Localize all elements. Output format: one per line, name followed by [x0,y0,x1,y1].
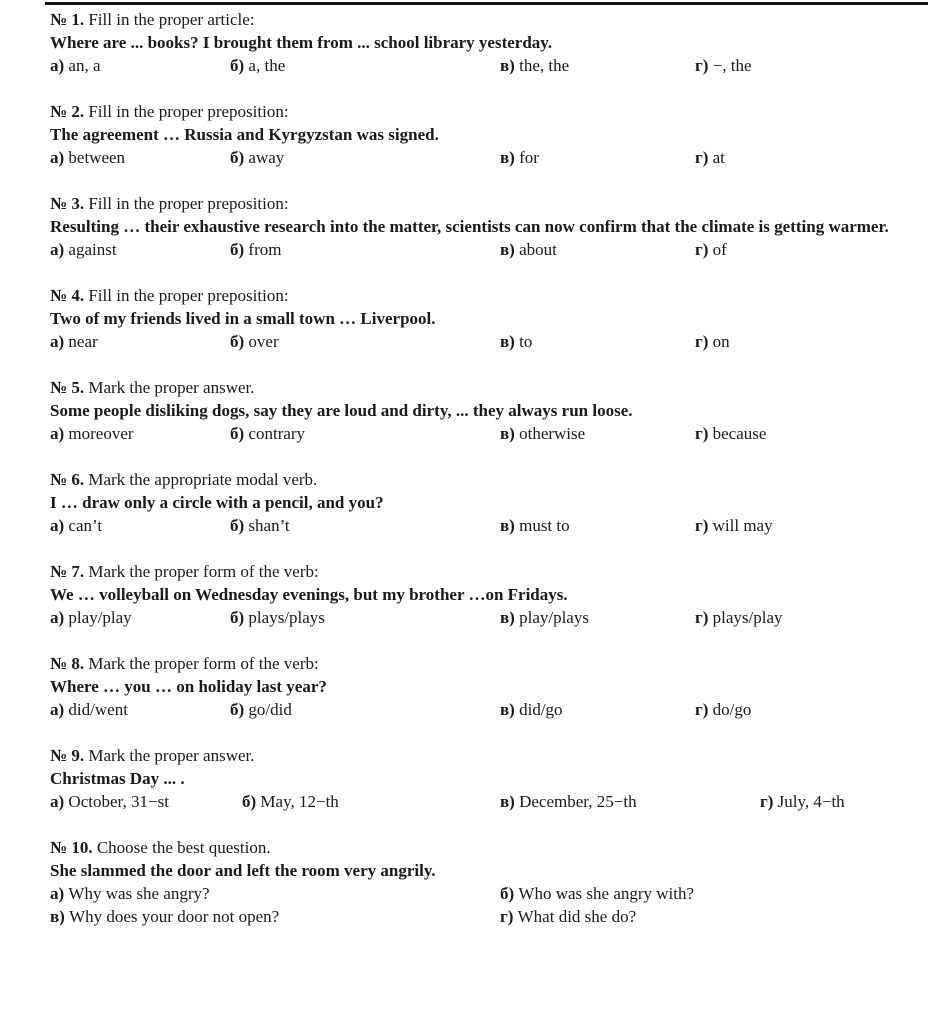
option-text: did/go [519,700,563,719]
option-letter: а) [50,56,65,75]
question-text: She slammed the door and left the room very angrily. [50,861,436,880]
option-b[interactable] [230,514,290,537]
option-text: on [712,332,730,351]
question-header [50,744,920,767]
option-d[interactable] [695,330,730,353]
option-letter: а) [50,424,65,443]
option-letter: г) [695,332,709,351]
question-text: Two of my friends lived in a small town … Liverpool. [50,309,436,328]
question-6 [50,468,920,537]
option-letter: г) [500,907,514,926]
question-instruction: Choose the best question. [96,838,271,857]
answer-options [50,54,920,77]
question-text: We … volleyball on Wednesday evenings, but my brother …on Fridays. [50,585,568,604]
question-number: № 5. [50,378,85,397]
question-text: Some people disliking dogs, say they are loud and dirty, ... they always run loose. [50,401,633,420]
option-c[interactable] [500,790,637,813]
option-c[interactable] [500,606,589,629]
question-instruction: Mark the proper form of the verb: [88,654,319,673]
option-text: to [519,332,533,351]
option-letter: в) [500,332,515,351]
option-b[interactable] [242,790,339,813]
question-header [50,192,920,215]
question-1 [50,8,920,77]
option-letter: а) [50,332,65,351]
question-header [50,376,920,399]
question-text: I … draw only a circle with a pencil, and you? [50,493,384,512]
option-text: of [712,240,727,259]
question-instruction: Mark the appropriate modal verb. [88,470,318,489]
question-instruction: Fill in the proper article: [88,10,255,29]
answer-options [50,146,920,169]
question-7 [50,560,920,629]
option-b[interactable] [230,238,281,261]
option-text: about [519,240,557,259]
option-text: for [519,148,539,167]
option-text: will may [712,516,773,535]
question-3 [50,192,920,261]
option-letter: г) [695,516,709,535]
option-letter: б) [230,240,245,259]
option-a[interactable] [50,790,169,813]
option-text: shan’t [248,516,290,535]
option-b[interactable] [230,54,285,77]
option-c[interactable] [500,54,569,77]
option-a[interactable] [50,330,98,353]
option-text: play/plays [519,608,589,627]
option-b[interactable] [230,698,292,721]
question-10 [50,836,920,928]
option-c[interactable] [500,146,539,169]
option-b[interactable] [230,422,305,445]
option-d[interactable] [695,54,752,77]
option-d[interactable] [695,698,751,721]
option-letter: б) [230,516,245,535]
option-letter: б) [230,608,245,627]
option-letter: в) [500,240,515,259]
option-text: the, the [519,56,570,75]
question-4 [50,284,920,353]
option-text: can’t [68,516,103,535]
option-text: from [248,240,282,259]
option-text: do/go [712,700,752,719]
option-text: near [68,332,98,351]
answer-options [50,790,920,813]
option-a[interactable] [50,514,102,537]
option-letter: а) [50,700,65,719]
question-number: № 1. [50,10,85,29]
question-instruction: Mark the proper answer. [88,378,255,397]
option-c[interactable] [500,422,585,445]
option-text: October, 31−st [68,792,169,811]
option-b[interactable] [230,146,284,169]
option-d[interactable] [695,606,783,629]
answer-options [50,514,920,537]
option-letter: в) [500,516,515,535]
option-text: moreover [68,424,134,443]
option-letter: б) [230,424,245,443]
option-text: play/play [68,608,132,627]
option-letter: б) [242,792,257,811]
option-letter: а) [50,884,65,903]
option-letter: б) [230,56,245,75]
question-number: № 3. [50,194,85,213]
option-letter: б) [500,884,515,903]
question-header [50,468,920,491]
option-a[interactable] [50,698,128,721]
question-number: № 6. [50,470,85,489]
option-a[interactable] [50,882,210,905]
option-c[interactable] [500,238,557,261]
question-header [50,284,920,307]
option-text: against [68,240,117,259]
option-text: did/went [68,700,128,719]
question-number: № 9. [50,746,85,765]
question-5 [50,376,920,445]
answer-options [50,330,920,353]
option-text: What did she do? [517,907,637,926]
question-header [50,8,920,31]
option-letter: в) [50,907,65,926]
option-text: May, 12−th [260,792,339,811]
option-text: July, 4−th [777,792,845,811]
question-number: № 7. [50,562,85,581]
question-9 [50,744,920,813]
question-number: № 8. [50,654,85,673]
option-text: plays/play [712,608,783,627]
answer-options [50,606,920,629]
option-a[interactable] [50,606,132,629]
option-b[interactable] [500,882,694,905]
option-b[interactable] [230,330,279,353]
option-letter: а) [50,608,65,627]
option-c[interactable] [500,330,532,353]
option-text: a, the [248,56,286,75]
question-header [50,100,920,123]
question-header [50,560,920,583]
question-header [50,652,920,675]
question-header [50,836,920,859]
answer-options-row-2 [50,905,920,928]
option-letter: г) [695,240,709,259]
question-8 [50,652,920,721]
question-text: Resulting … their exhaustive research into the matter, scientists can now confirm that the climate is getting warmer. [50,217,889,236]
option-d[interactable] [695,146,725,169]
question-instruction: Fill in the proper preposition: [88,102,289,121]
question-number: № 4. [50,286,85,305]
question-number: № 2. [50,102,85,121]
option-text: Why does your door not open? [69,907,280,926]
option-letter: а) [50,148,65,167]
option-text: over [248,332,279,351]
answer-options [50,238,920,261]
option-letter: г) [695,148,709,167]
test-sheet [50,8,920,951]
option-letter: б) [230,332,245,351]
question-instruction: Fill in the proper preposition: [88,286,289,305]
option-letter: в) [500,700,515,719]
option-text: December, 25−th [519,792,637,811]
option-letter: а) [50,516,65,535]
option-text: plays/plays [248,608,325,627]
top-border-line [45,2,928,5]
question-text: Christmas Day ... . [50,769,185,788]
option-text: must to [519,516,570,535]
option-d[interactable] [695,238,727,261]
option-text: Why was she angry? [68,884,210,903]
option-letter: б) [230,148,245,167]
option-a[interactable] [50,422,134,445]
option-b[interactable] [230,606,325,629]
option-text: otherwise [519,424,586,443]
question-number: № 10. [50,838,93,857]
option-letter: в) [500,56,515,75]
option-c[interactable] [50,905,279,928]
option-letter: г) [760,792,774,811]
option-letter: г) [695,700,709,719]
option-letter: г) [695,424,709,443]
option-d[interactable] [695,422,766,445]
option-text: −, the [712,56,752,75]
question-instruction: Fill in the proper preposition: [88,194,289,213]
option-letter: г) [695,56,709,75]
question-text: Where … you … on holiday last year? [50,677,327,696]
option-a[interactable] [50,238,117,261]
option-text: away [248,148,285,167]
question-text: Where are ... books? I brought them from ... school library yesterday. [50,33,553,52]
option-d[interactable] [760,790,845,813]
option-d[interactable] [500,905,636,928]
question-instruction: Mark the proper form of the verb: [88,562,319,581]
option-text: contrary [248,424,306,443]
answer-options [50,422,920,445]
answer-options [50,698,920,721]
option-letter: в) [500,792,515,811]
option-text: Who was she angry with? [518,884,695,903]
option-letter: а) [50,240,65,259]
option-d[interactable] [695,514,773,537]
option-text: because [712,424,767,443]
option-c[interactable] [500,514,570,537]
option-letter: в) [500,148,515,167]
option-letter: в) [500,424,515,443]
answer-options-row-1 [50,882,920,905]
option-a[interactable] [50,146,125,169]
option-text: at [712,148,725,167]
option-c[interactable] [500,698,563,721]
option-a[interactable] [50,54,101,77]
question-text: The agreement … Russia and Kyrgyzstan was signed. [50,125,439,144]
option-letter: б) [230,700,245,719]
option-text: go/did [248,700,292,719]
option-letter: г) [695,608,709,627]
option-letter: в) [500,608,515,627]
question-2 [50,100,920,169]
question-instruction: Mark the proper answer. [88,746,255,765]
option-letter: а) [50,792,65,811]
option-text: an, a [68,56,101,75]
option-text: between [68,148,126,167]
